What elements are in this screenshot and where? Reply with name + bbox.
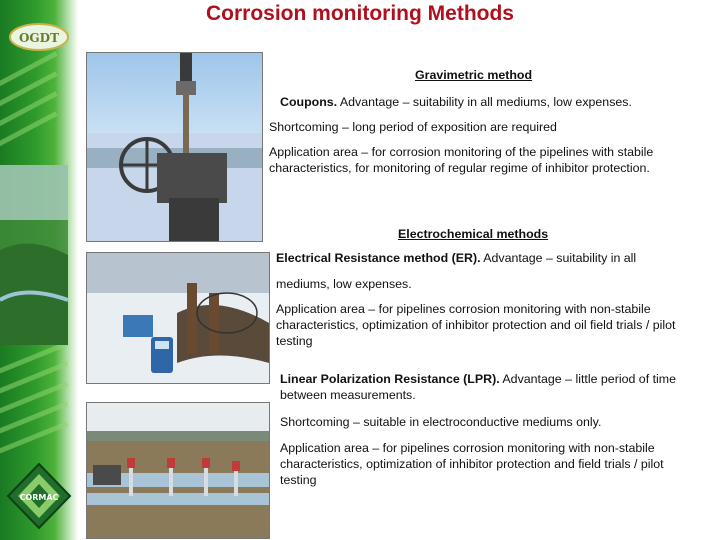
electrochemical-heading: Electrochemical methods [398, 227, 549, 241]
lpr-label: Linear Polarization Resistance (LPR). [280, 372, 500, 386]
gravimetric-heading: Gravimetric method [415, 68, 533, 82]
coupons-label: Coupons. [280, 95, 338, 109]
coupon-valve-photo [86, 52, 263, 242]
side-band [0, 0, 78, 540]
er-probe-photo [86, 252, 270, 384]
lpr-probes-photo [86, 402, 270, 539]
lpr-shortcoming: Shortcoming – suitable in electroconductive mediums only. [280, 415, 602, 429]
lpr-advantage [280, 371, 700, 403]
lpr-probes-illustration [87, 403, 269, 538]
gravimetric-application: Application area – for corrosion monitoring of the pipelines with stabile characteristics, for monitoring of regular regime of inhibitor protection. [269, 145, 654, 175]
ogdt-logo [8, 22, 70, 52]
er-advantage-text: Advantage – suitability in all [480, 251, 637, 265]
er-advantage-line2: mediums, low expenses. [276, 277, 412, 291]
gravimetric-shortcoming: Shortcoming – long period of exposition are required [269, 120, 557, 134]
er-application: Application area – for pipelines corrosion monitoring with non-stabile characteristics, optimization of inhibitor protection and oil field trials / pilot testing [276, 302, 676, 348]
cormac-logo [6, 462, 72, 532]
logo-lettering: OGDT [18, 31, 60, 45]
page-title: Corrosion monitoring Methods [206, 2, 514, 25]
er-label: Electrical Resistance method (ER). [276, 251, 481, 265]
valve-illustration [87, 53, 262, 241]
coupons-advantage-text: Advantage – suitability in all mediums, low expenses. [337, 95, 632, 109]
gravimetric-advantage [280, 94, 710, 110]
decorative-band-pattern [0, 0, 78, 540]
er-advantage [276, 250, 716, 266]
lpr-advantage-text: Advantage – little period of time between measurements. [280, 372, 676, 402]
er-probe-illustration [87, 253, 269, 383]
lpr-application: Application area – for pipelines corrosion monitoring with non-stabile characteristics, optimization of inhibitor protection and field trials / pilot testing [280, 441, 664, 487]
logo-lettering: CORMAC [19, 493, 59, 502]
